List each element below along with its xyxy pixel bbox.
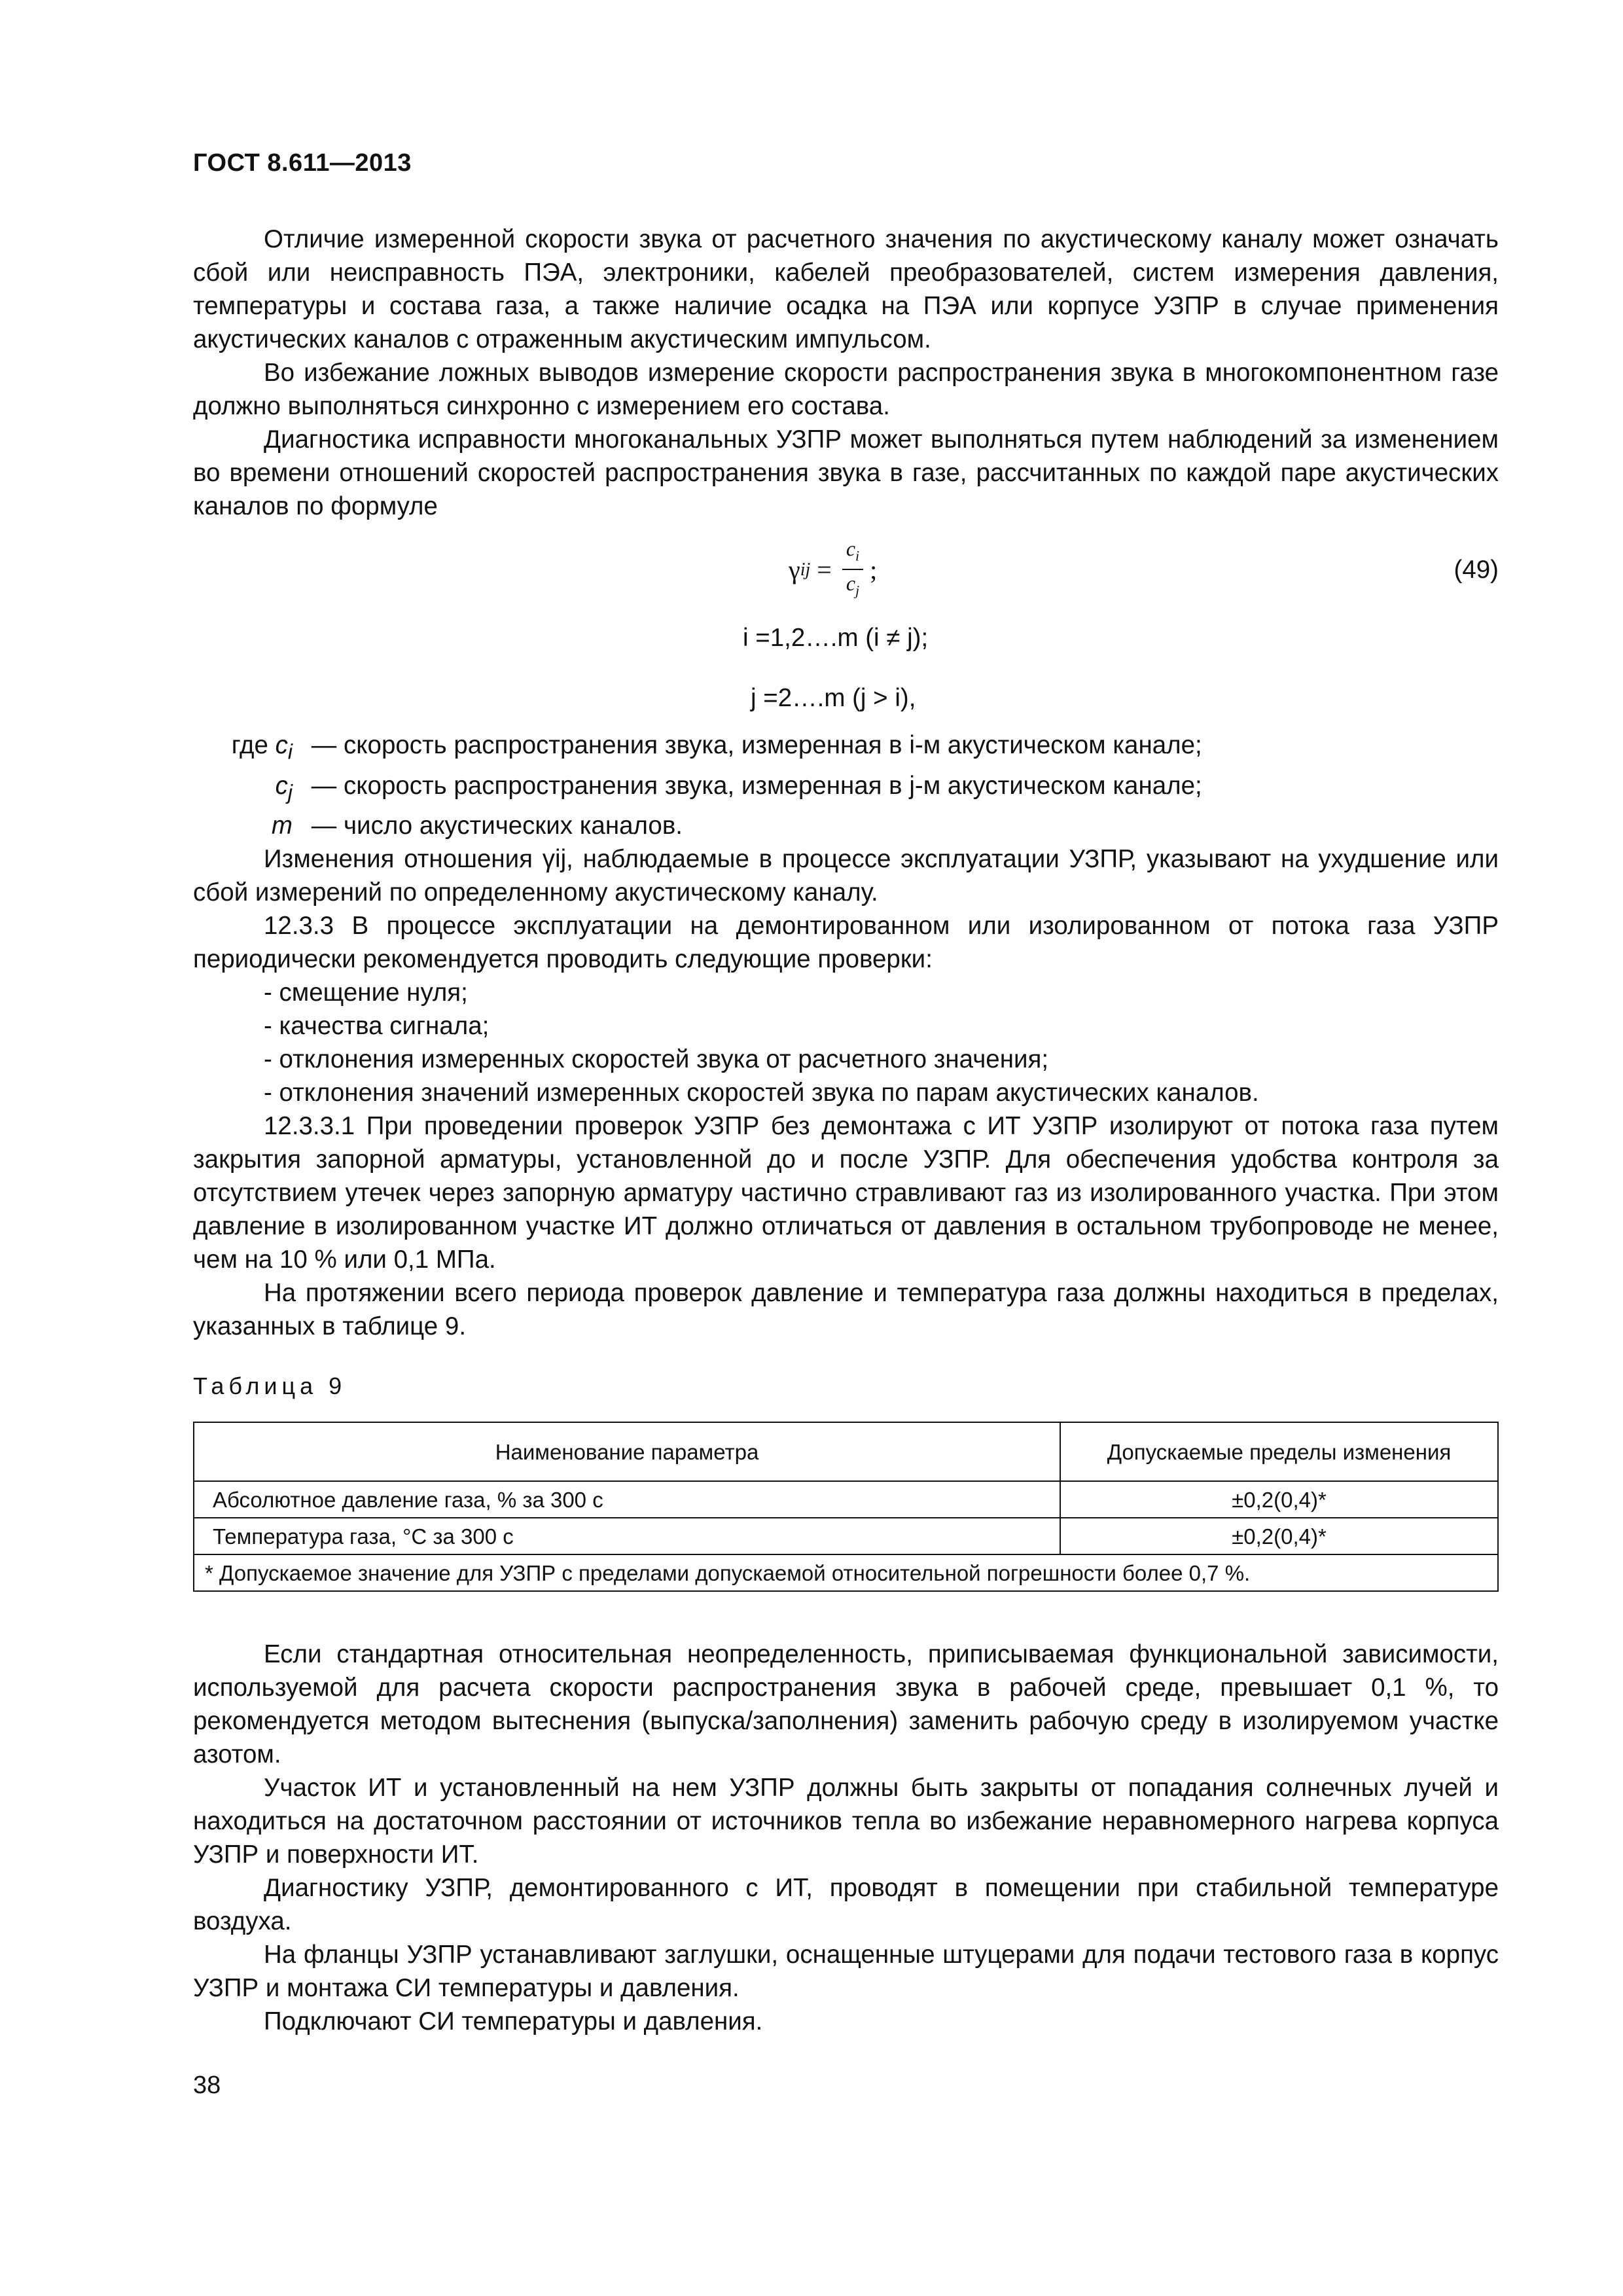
table-cell-parameter: Температура газа, °С за 300 с [194, 1518, 1060, 1554]
table-cell-limit: ±0,2(0,4)* [1060, 1518, 1498, 1554]
paragraph: Участок ИТ и установленный на нем УЗПР должны быть закрыты от попадания солнечных лучей и находиться на достаточном расстоянии от источников тепла во избежание неравномерного нагрева корпуса УЗПР и поверхности ИТ. [193, 1774, 1499, 1869]
formula-numerator-subscript: i [855, 547, 860, 564]
legend-row [193, 809, 1499, 842]
text-after-table [193, 1638, 1499, 2038]
paragraph: Отличие измеренной скорости звука от расчетного значения по акустическому каналу может означать сбой или неисправность ПЭА, электроники, кабелей преобразователей, систем измерения давления, температуры и состава газа, а также наличие осадка на ПЭА или корпусе УЗПР в случае применения акустических каналов с отраженным акустическим импульсом. [193, 225, 1499, 353]
legend-description: скорость распространения звука, измеренная в i-м акустическом канале; [344, 731, 1202, 759]
document-body [193, 223, 1499, 2038]
paragraph: На протяжении всего периода проверок давление и температура газа должны находиться в пределах, указанных в таблице 9. [193, 1279, 1499, 1341]
table-header-row [194, 1422, 1498, 1481]
formula-expression [789, 531, 877, 608]
table-row [194, 1518, 1498, 1554]
list-item: - смещение нуля; [264, 978, 468, 1007]
legend-row [193, 728, 1499, 769]
legend-prefix: где [231, 731, 268, 759]
list-item: - отклонения измеренных скоростей звука от расчетного значения; [264, 1045, 1049, 1074]
formula-semicolon: ; [870, 554, 878, 584]
formula-condition-i: i =1,2….m (i ≠ j); [743, 624, 929, 652]
equation-number: (49) [1454, 556, 1499, 584]
formula-49 [193, 531, 1499, 608]
legend-row [193, 769, 1499, 810]
paragraph: Диагностику УЗПР, демонтированного с ИТ, проводят в помещении при стабильной температуре воздуха. [193, 1874, 1499, 1936]
legend-dash: — [311, 812, 337, 840]
document-code-header: ГОСТ 8.611—2013 [193, 149, 412, 177]
table-9 [193, 1422, 1499, 1592]
table-cell-parameter: Абсолютное давление газа, % за 300 с [194, 1481, 1060, 1518]
legend-symbol-letter: m [271, 812, 293, 840]
table-row [194, 1481, 1498, 1518]
formula-gamma-subscript: ij [800, 559, 811, 580]
legend-description: скорость распространения звука, измеренная в j-м акустическом канале; [344, 771, 1202, 800]
formula-denominator-subscript: j [855, 582, 860, 599]
legend-dash: — [311, 771, 337, 800]
table-footnote: * Допускаемое значение для УЗПР с пределами допускаемой относительной погрешности более 0,7 %. [194, 1554, 1498, 1591]
legend-symbol-subscript: j [287, 780, 293, 804]
paragraph: Если стандартная относительная неопределенность, приписываемая функциональной зависимости, используемой для расчета скорости распространения звука в рабочей среде, превышает 0,1 %, то рекомендуется методом вытеснения (выпуска/заполнения) заменить рабочую среду в изолируемом участке азотом. [193, 1640, 1499, 1769]
legend-symbol-letter: c [275, 771, 288, 800]
paragraph: Во избежание ложных выводов измерение скорости распространения звука в многокомпонентном газе должно выполняться синхронно с измерением его состава. [193, 359, 1499, 420]
table-header-cell: Наименование параметра [194, 1422, 1060, 1481]
list-item: - отклонения значений измеренных скоростей звука по парам акустических каналов. [264, 1079, 1259, 1107]
legend-symbol-subscript: i [287, 740, 293, 764]
table-note-row [194, 1554, 1498, 1591]
formula-legend [193, 728, 1499, 842]
table-title: Таблица 9 [193, 1372, 347, 1400]
formula-numerator-symbol: c [846, 536, 856, 560]
formula-numerator [842, 535, 863, 570]
legend-symbol [193, 809, 304, 842]
paragraph: На фланцы УЗПР устанавливают заглушки, оснащенные штуцерами для подачи тестового газа в корпус УЗПР и монтажа СИ температуры и давления. [193, 1941, 1499, 2003]
list-item: - качества сигнала; [264, 1012, 490, 1041]
page-number: 38 [193, 2072, 221, 2099]
paragraph: 12.3.3.1 При проведении проверок УЗПР без демонтажа с ИТ УЗПР изолируют от потока газа путем закрытия запорной арматуры, установленной до и после УЗПР. Для обеспечения удобства контроля за отсутствием утечек через запорную арматуру частично стравливают газ из изолированного участка. При этом давление в изолированном участке ИТ должно отличаться от давления в остальном трубопроводе не менее, чем на 10 % или 0,1 МПа. [193, 1112, 1499, 1274]
formula-fraction [842, 535, 863, 604]
formula-denominator-symbol: c [846, 571, 856, 595]
legend-symbol [193, 769, 304, 810]
legend-symbol-letter: c [275, 731, 288, 759]
paragraph: Изменения отношения γij, наблюдаемые в процессе эксплуатации УЗПР, указывают на ухудшение или сбой измерений по определенному акустическому каналу. [193, 845, 1499, 907]
table-header-cell: Допускаемые пределы изменения [1060, 1422, 1498, 1481]
formula-condition-j: j =2….m (j > i), [751, 684, 916, 712]
legend-description: число акустических каналов. [344, 812, 683, 840]
legend-symbol [193, 728, 304, 769]
table-cell-limit: ±0,2(0,4)* [1060, 1481, 1498, 1518]
paragraph: Подключают СИ температуры и давления. [264, 2007, 763, 2036]
paragraph: 12.3.3 В процессе эксплуатации на демонтированном или изолированном от потока газа УЗПР периодически рекомендуется проводить следующие проверки: [193, 912, 1499, 974]
formula-denominator [842, 570, 863, 603]
paragraph: Диагностика исправности многоканальных УЗПР может выполняться путем наблюдений за изменением во времени отношений скоростей распространения звука в газе, рассчитанных по каждой паре акустических каналов по формуле [193, 425, 1499, 520]
legend-dash: — [311, 731, 337, 759]
formula-equals: = [817, 554, 832, 584]
formula-gamma: γ [789, 554, 800, 584]
